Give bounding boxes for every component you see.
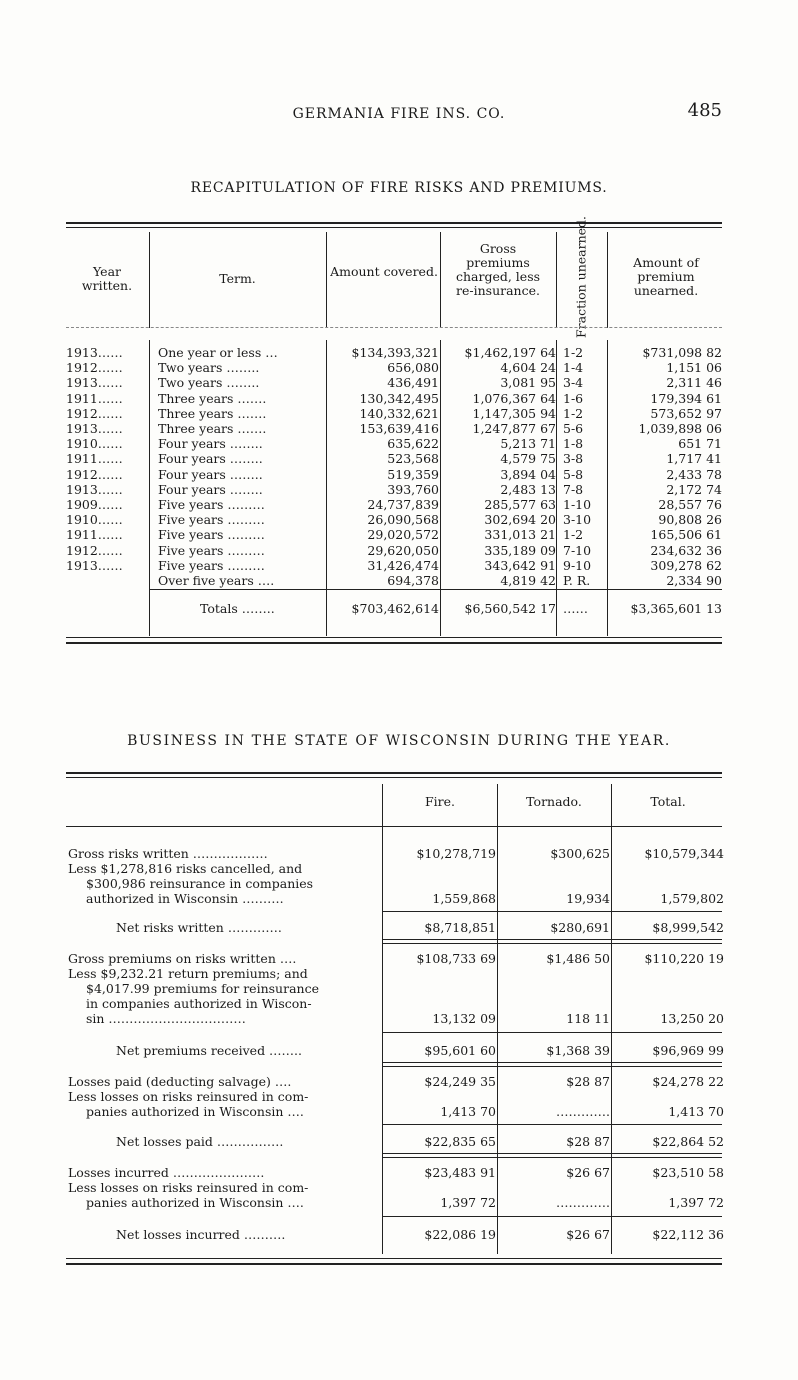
rule — [382, 939, 722, 940]
row-term: Five years ……… — [158, 497, 265, 512]
row-gross: 5,213 71 — [500, 436, 556, 452]
header-gross: Gross premiums charged, less re-insurance. — [455, 241, 541, 298]
row-fraction: 1-2 — [563, 527, 584, 543]
less-prem-tornado: 118 11 — [566, 1011, 610, 1026]
rule — [66, 1263, 722, 1265]
row-year: 1913…… — [66, 481, 123, 497]
rule — [382, 1157, 722, 1158]
row-year: 1911…… — [66, 390, 123, 406]
row-gross: 1,247,877 67 — [472, 421, 556, 436]
row-unearned: $731,098 82 — [642, 345, 722, 360]
row-term: Four years …….. — [158, 466, 263, 482]
row-gross: 4,579 75 — [500, 451, 556, 467]
totals-gross: $6,560,542 17 — [464, 601, 556, 616]
losses-paid-tornado: $28 87 — [566, 1074, 610, 1089]
gross-risks-total: $10,579,344 — [644, 846, 724, 861]
row-amount: 29,020,572 — [367, 527, 439, 543]
row-amount: 153,639,416 — [359, 421, 439, 436]
net-risks-label: Net risks written …………. — [116, 920, 282, 935]
row-amount: 635,622 — [387, 436, 439, 452]
row-term: Four years …….. — [158, 436, 263, 452]
header-tornado: Tornado. — [526, 794, 582, 809]
net-risks-total: $8,999,542 — [652, 920, 724, 935]
wisconsin-title: BUSINESS IN THE STATE OF WISCONSIN DURING THE YEAR. — [127, 733, 671, 749]
row-gross: 1,147,305 94 — [472, 405, 556, 421]
row-gross: 343,642 91 — [484, 557, 556, 573]
row-term: Two years …….. — [158, 360, 260, 376]
less-risks-tornado: 19,934 — [566, 891, 610, 906]
row-amount: 393,760 — [387, 481, 439, 497]
row-amount: 31,426,474 — [367, 557, 439, 573]
divider — [607, 340, 608, 636]
less-risks-total: 1,579,802 — [660, 891, 724, 906]
rule — [66, 642, 722, 644]
row-year: 1913…… — [66, 557, 123, 573]
losses-paid-fire: $24,249 35 — [424, 1074, 496, 1089]
less-risks-line2: $300,986 reinsurance in companies — [86, 876, 314, 891]
row-term: Three years ……. — [158, 405, 267, 421]
less-risks-fire: 1,559,868 — [432, 891, 496, 906]
gross-risks-label: Gross risks written ……………… — [68, 846, 268, 861]
rule — [382, 1062, 722, 1063]
row-amount: 694,378 — [387, 573, 439, 588]
row-term: Two years …….. — [158, 375, 260, 391]
rule — [382, 1032, 722, 1033]
row-term: Five years ……… — [158, 527, 265, 543]
net-prem-label: Net premiums received …….. — [116, 1043, 302, 1058]
net-paid-total: $22,864 52 — [652, 1134, 724, 1149]
rule — [382, 943, 722, 944]
rule — [66, 227, 722, 228]
gross-risks-fire: $10,278,719 — [416, 846, 496, 861]
less-inc-line1: Less losses on risks reinsured in com- — [68, 1180, 309, 1195]
row-amount: 26,090,568 — [367, 512, 439, 528]
row-fraction: 1-2 — [563, 345, 584, 360]
rule — [382, 1153, 722, 1154]
header-fraction: Fraction unearned. — [573, 215, 589, 339]
less-prem-line4: sin …………………………… — [86, 1011, 246, 1026]
row-unearned: 165,506 61 — [650, 527, 722, 543]
rule — [382, 911, 722, 912]
row-unearned: 309,278 62 — [650, 557, 722, 573]
divider — [556, 340, 557, 636]
row-amount: 523,568 — [387, 451, 439, 467]
totals-label: Totals …….. — [200, 601, 275, 616]
header-rule — [66, 327, 722, 328]
less-prem-line2: $4,017.99 premiums for reinsurance — [86, 981, 319, 996]
rule — [66, 637, 722, 638]
header-fire: Fire. — [424, 794, 456, 809]
row-gross: 1,076,367 64 — [472, 390, 556, 406]
running-title: GERMANIA FIRE INS. CO. — [292, 106, 506, 122]
rule — [66, 1258, 722, 1259]
recap-title: RECAPITULATION OF FIRE RISKS AND PREMIUMS. — [190, 180, 608, 196]
row-fraction: 9-10 — [563, 557, 592, 573]
less-paid-fire: 1,413 70 — [440, 1104, 496, 1119]
row-year: 1909…… — [66, 497, 123, 512]
row-year: 1911…… — [66, 451, 123, 467]
row-year: 1912…… — [66, 466, 123, 482]
row-unearned: 573,652 97 — [650, 405, 722, 421]
row-unearned: 2,172 74 — [666, 481, 722, 497]
divider — [326, 340, 327, 636]
row-unearned: 90,808 26 — [658, 512, 722, 528]
losses-paid-label: Losses paid (deducting salvage) …. — [68, 1074, 292, 1089]
net-paid-label: Net losses paid ……………. — [116, 1134, 284, 1149]
row-gross: 4,819 42 — [500, 573, 556, 588]
row-term: Four years …….. — [158, 481, 263, 497]
row-year: 1912…… — [66, 360, 123, 376]
row-unearned: 1,039,898 06 — [638, 421, 722, 436]
row-term: Five years ……… — [158, 557, 265, 573]
row-amount: 130,342,495 — [359, 390, 439, 406]
rule — [149, 589, 722, 590]
rule — [382, 1124, 722, 1125]
gross-prem-fire: $108,733 69 — [416, 951, 496, 966]
rule — [66, 826, 722, 827]
row-unearned: 651 71 — [678, 436, 722, 452]
row-amount: 29,620,050 — [367, 542, 439, 558]
less-paid-tornado: …………. — [556, 1104, 610, 1119]
row-unearned: 2,433 78 — [666, 466, 722, 482]
losses-inc-fire: $23,483 91 — [424, 1165, 496, 1180]
row-amount: $134,393,321 — [351, 345, 439, 360]
row-fraction: 7-10 — [563, 542, 592, 558]
row-year: 1910…… — [66, 512, 123, 528]
row-gross: 335,189 09 — [484, 542, 556, 558]
net-inc-fire: $22,086 19 — [424, 1227, 496, 1242]
row-amount: 24,737,839 — [367, 497, 439, 512]
row-fraction: 1-10 — [563, 497, 592, 512]
row-year: 1910…… — [66, 436, 123, 452]
less-risks-line1: Less $1,278,816 risks cancelled, and — [68, 861, 303, 876]
row-gross: 2,483 13 — [500, 481, 556, 497]
row-fraction: 1-6 — [563, 390, 584, 406]
losses-inc-label: Losses incurred …………………. — [68, 1165, 265, 1180]
row-fraction: 7-8 — [563, 481, 584, 497]
row-year: 1913…… — [66, 375, 123, 391]
row-fraction: 5-6 — [563, 421, 584, 436]
row-gross: 3,081 95 — [500, 375, 556, 391]
row-amount: 140,332,621 — [359, 405, 439, 421]
divider — [149, 340, 150, 636]
less-inc-total: 1,397 72 — [668, 1195, 724, 1210]
divider — [556, 232, 557, 328]
totals-amount: $703,462,614 — [351, 601, 439, 616]
net-inc-total: $22,112 36 — [652, 1227, 724, 1242]
rule — [66, 777, 722, 778]
net-prem-tornado: $1,368 39 — [546, 1043, 610, 1058]
losses-inc-total: $23,510 58 — [652, 1165, 724, 1180]
header-year: Year written. — [81, 264, 133, 293]
row-term: Five years ……… — [158, 542, 265, 558]
row-year: 1912…… — [66, 542, 123, 558]
row-term: Three years ……. — [158, 421, 267, 436]
less-inc-tornado: …………. — [556, 1195, 610, 1210]
less-prem-line3: in companies authorized in Wiscon- — [86, 996, 312, 1011]
net-paid-tornado: $28 87 — [566, 1134, 610, 1149]
totals-unearned: $3,365,601 13 — [630, 601, 722, 616]
row-amount: 519,359 — [387, 466, 439, 482]
gross-prem-total: $110,220 19 — [644, 951, 724, 966]
less-risks-line3: authorized in Wisconsin ………. — [86, 891, 284, 906]
header-amount: Amount covered. — [330, 264, 438, 279]
row-fraction: 1-4 — [563, 360, 584, 376]
row-gross: 4,604 24 — [500, 360, 556, 376]
row-fraction: 5-8 — [563, 466, 584, 482]
less-prem-line1: Less $9,232.21 return premiums; and — [68, 966, 308, 981]
row-gross: 285,577 63 — [484, 497, 556, 512]
less-inc-fire: 1,397 72 — [440, 1195, 496, 1210]
rule — [66, 222, 722, 224]
divider — [326, 232, 327, 328]
row-unearned: 1,151 06 — [666, 360, 722, 376]
rule — [66, 772, 722, 774]
less-inc-line2: panies authorized in Wisconsin …. — [86, 1195, 304, 1210]
row-year: 1913…… — [66, 421, 123, 436]
row-unearned: 234,632 36 — [650, 542, 722, 558]
less-prem-total: 13,250 20 — [660, 1011, 724, 1026]
row-unearned: 2,311 46 — [666, 375, 722, 391]
row-fraction: 1-2 — [563, 405, 584, 421]
row-fraction: 3-8 — [563, 451, 584, 467]
header-unearned: Amount of premium unearned. — [633, 255, 699, 298]
row-fraction: P. R. — [563, 573, 591, 588]
net-prem-fire: $95,601 60 — [424, 1043, 496, 1058]
gross-prem-tornado: $1,486 50 — [546, 951, 610, 966]
net-risks-fire: $8,718,851 — [424, 920, 496, 935]
rule — [382, 1216, 722, 1217]
net-prem-total: $96,969 99 — [652, 1043, 724, 1058]
divider — [440, 232, 441, 328]
row-gross: $1,462,197 64 — [464, 345, 556, 360]
row-year: 1912…… — [66, 405, 123, 421]
row-term: One year or less … — [158, 345, 278, 360]
row-gross: 3,894 04 — [500, 466, 556, 482]
row-gross: 302,694 20 — [484, 512, 556, 528]
less-paid-line2: panies authorized in Wisconsin …. — [86, 1104, 304, 1119]
less-prem-fire: 13,132 09 — [432, 1011, 496, 1026]
row-amount: 436,491 — [387, 375, 439, 391]
page-number: 485 — [687, 100, 722, 121]
row-term: Four years …….. — [158, 451, 263, 467]
row-fraction: 3-4 — [563, 375, 584, 391]
gross-risks-tornado: $300,625 — [550, 846, 610, 861]
less-paid-total: 1,413 70 — [668, 1104, 724, 1119]
row-unearned: 2,334 90 — [666, 573, 722, 588]
row-term: Five years ……… — [158, 512, 265, 528]
net-risks-tornado: $280,691 — [550, 920, 610, 935]
row-gross: 331,013 21 — [484, 527, 556, 543]
net-inc-tornado: $26 67 — [566, 1227, 610, 1242]
net-paid-fire: $22,835 65 — [424, 1134, 496, 1149]
rule — [382, 1066, 722, 1067]
row-unearned: 1,717 41 — [666, 451, 722, 467]
row-fraction: 3-10 — [563, 512, 592, 528]
less-paid-line1: Less losses on risks reinsured in com- — [68, 1089, 309, 1104]
net-inc-label: Net losses incurred ………. — [116, 1227, 286, 1242]
row-amount: 656,080 — [387, 360, 439, 376]
row-term: Over five years …. — [158, 573, 275, 588]
row-fraction: 1-8 — [563, 436, 584, 452]
row-unearned: 179,394 61 — [650, 390, 722, 406]
row-unearned: 28,557 76 — [658, 497, 722, 512]
header-term: Term. — [219, 271, 256, 286]
divider — [607, 232, 608, 328]
row-term: Three years ……. — [158, 390, 267, 406]
gross-prem-label: Gross premiums on risks written …. — [68, 951, 297, 966]
totals-fraction: …… — [563, 601, 588, 616]
losses-inc-tornado: $26 67 — [566, 1165, 610, 1180]
header-total: Total. — [650, 794, 686, 809]
losses-paid-total: $24,278 22 — [652, 1074, 724, 1089]
row-year: 1911…… — [66, 527, 123, 543]
row-year: 1913…… — [66, 345, 123, 360]
